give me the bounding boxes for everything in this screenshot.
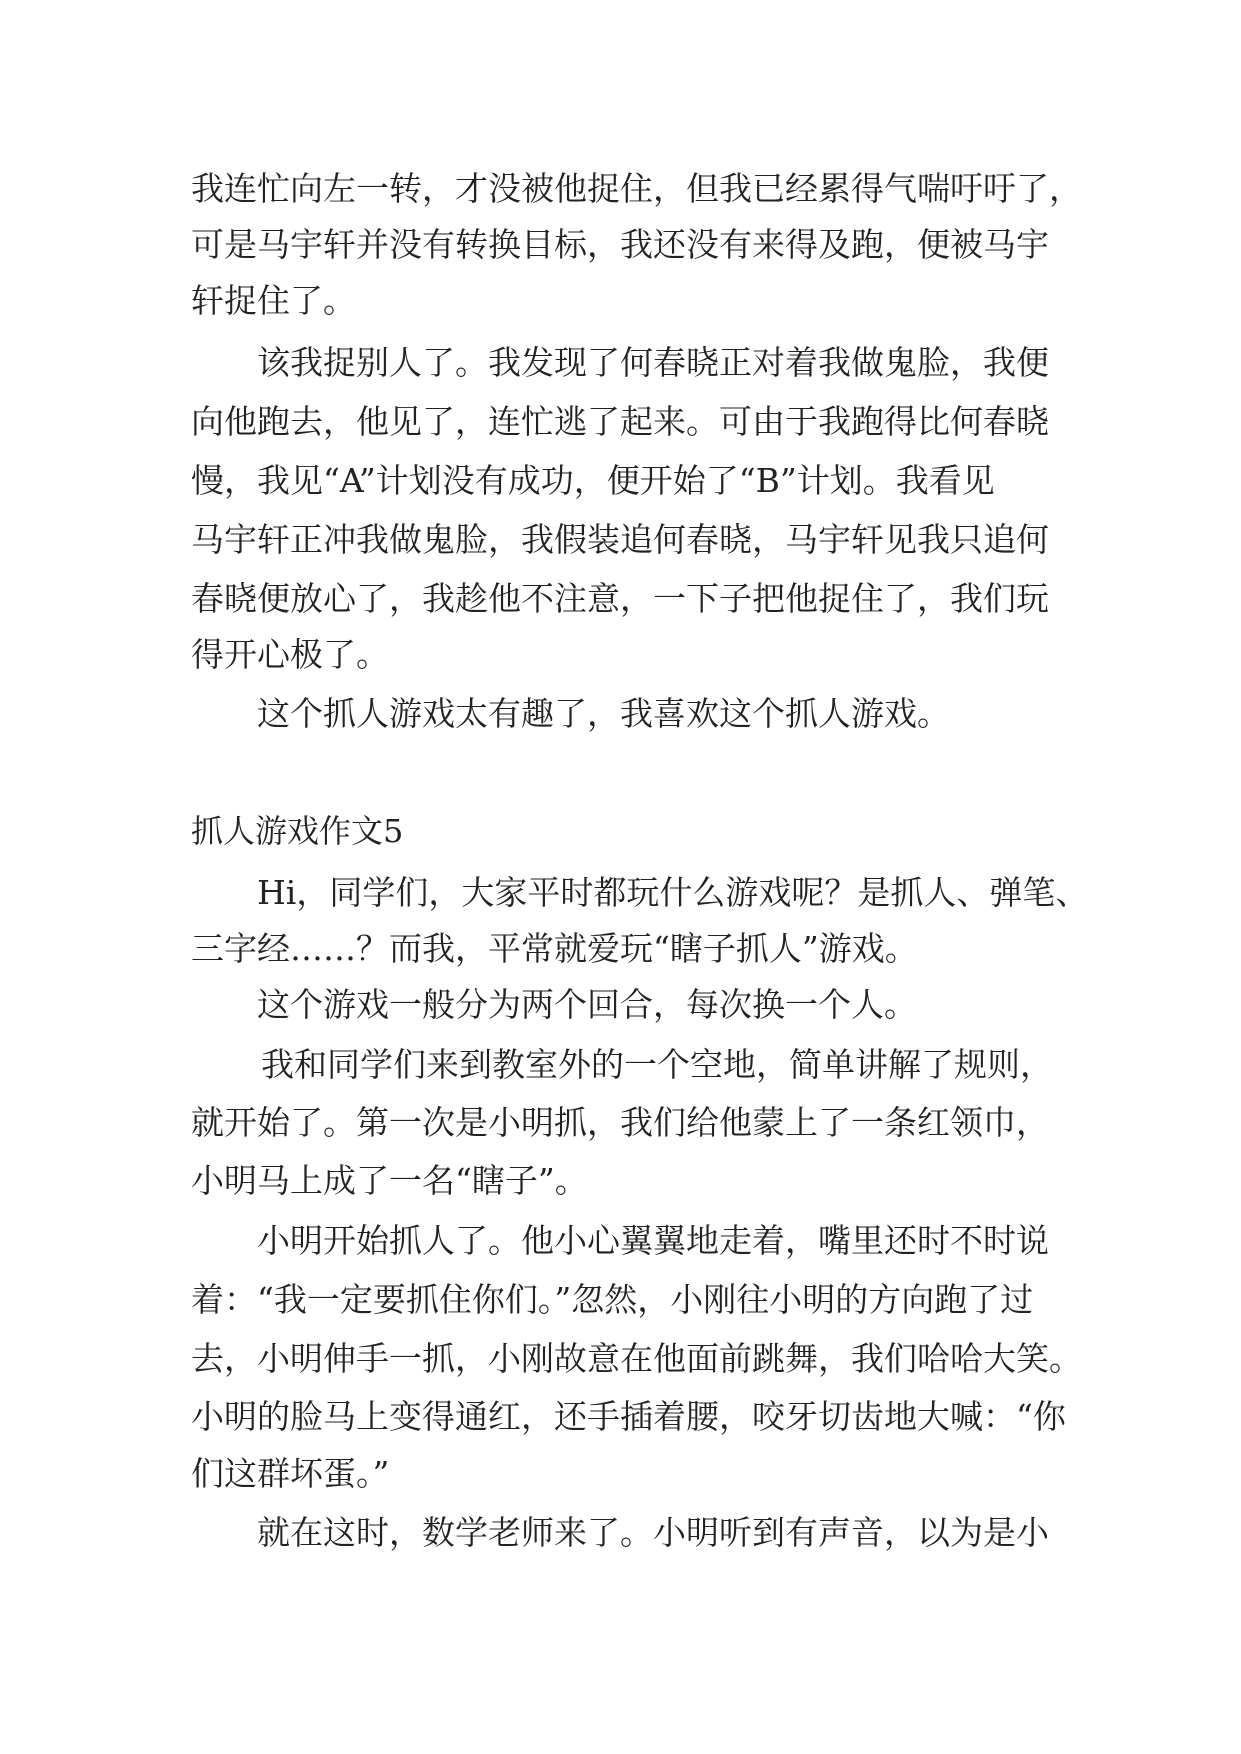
paragraph-line: 慢，我见“A”计划没有成功，便开始了“B”计划。我看见 <box>191 461 995 500</box>
paragraph-line: 这个游戏一般分为两个回合，每次换一个人。 <box>257 985 917 1024</box>
paragraph-line: 小明开始抓人了。他小心翼翼地走着，嘴里还时不时说 <box>257 1221 1049 1260</box>
paragraph-line: 小明马上成了一名“瞎子”。 <box>191 1161 588 1200</box>
paragraph-line: 三字经……？而我，平常就爱玩“瞎子抓人”游戏。 <box>191 929 918 968</box>
paragraph-line: 春晓便放心了，我趁他不注意，一下子把他捉住了，我们玩 <box>191 579 1049 618</box>
paragraph-line: 该我捉别人了。我发现了何春晓正对着我做鬼脸，我便 <box>257 343 1049 382</box>
paragraph-line: 我和同学们来到教室外的一个空地，简单讲解了规则， <box>261 1045 1053 1084</box>
paragraph-line: 可是马宇轩并没有转换目标，我还没有来得及跑，便被马宇 <box>191 225 1049 264</box>
paragraph-line: 我连忙向左一转，才没被他捉住，但我已经累得气喘吁吁了， <box>191 169 1082 208</box>
paragraph-line: 小明的脸马上变得通红，还手插着腰，咬牙切齿地大喊：“你 <box>191 1397 1066 1436</box>
paragraph-line: 轩捉住了。 <box>191 281 356 320</box>
paragraph-line: 得开心极了。 <box>191 635 389 674</box>
essay-title: 抓人游戏作文5 <box>191 812 404 850</box>
paragraph-line: 们这群坏蛋。” <box>191 1454 390 1493</box>
paragraph-line: Hi，同学们，大家平时都玩什么游戏呢？是抓人、弹笔、 <box>257 873 1089 912</box>
paragraph-line: 着：“我一定要抓住你们。”忽然，小刚往小明的方向跑了过 <box>191 1280 1034 1319</box>
paragraph-line: 就开始了。第一次是小明抓，我们给他蒙上了一条红领巾， <box>191 1103 1049 1142</box>
paragraph-line: 向他跑去，他见了，连忙逃了起来。可由于我跑得比何春晓 <box>191 402 1049 441</box>
paragraph-line: 去，小明伸手一抓，小刚故意在他面前跳舞，我们哈哈大笑。 <box>191 1339 1082 1378</box>
paragraph-line: 这个抓人游戏太有趣了，我喜欢这个抓人游戏。 <box>257 694 950 733</box>
paragraph-line: 马宇轩正冲我做鬼脸，我假装追何春晓，马宇轩见我只追何 <box>191 520 1049 559</box>
paragraph-line: 就在这时，数学老师来了。小明听到有声音，以为是小 <box>257 1513 1049 1552</box>
